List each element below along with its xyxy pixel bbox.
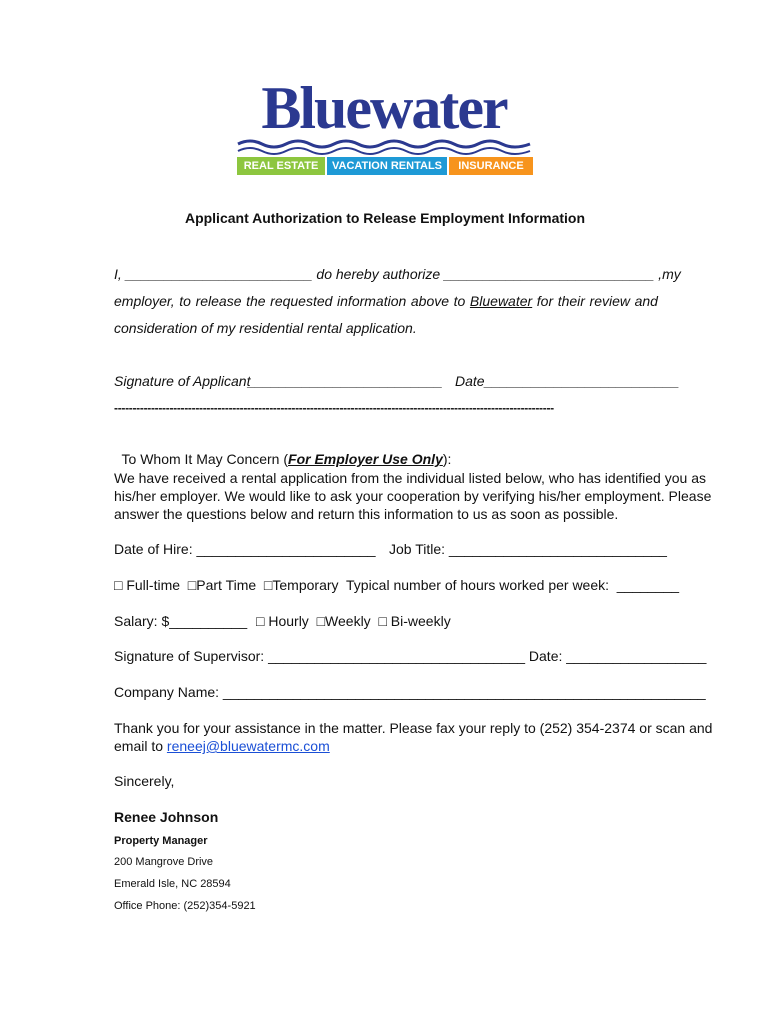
authorization-line-2 [114,293,658,309]
logo-segment-vacation-rentals: VACATION RENTALS [327,157,447,175]
date-of-hire-field[interactable]: Date of Hire: _______________________ [114,541,376,557]
intro-line: his/her employer. We would like to ask your cooperation by verifying his/her employment. Please [114,488,712,504]
closing: Sincerely, [114,773,175,789]
sender-phone: Office Phone: (252)354-5921 [114,900,256,912]
authorization-line-1-text: I, ________________________ do hereby authorize ___________________________ , [114,266,663,282]
applicant-signature-field[interactable]: _________________________ [248,373,443,389]
concern-prefix: To Whom It May Concern ( [121,451,289,467]
thanks-line-1: Thank you for your assistance in the matter. Please fax your reply to (252) 354-2374 or scan and [114,720,713,736]
logo-segment-insurance: INSURANCE [449,157,533,175]
hours-per-week-field[interactable]: Typical number of hours worked per week: ________ [346,577,680,593]
authorization-word: above [410,293,450,309]
concern-suffix: ): [442,451,452,467]
sender-address-line-1: 200 Mangrove Drive [114,856,214,868]
sender-name: Renee Johnson [114,809,219,825]
intro-line: answer the questions below and return this information to us as soon as possible. [114,506,619,522]
bluewater-word: Bluewater [469,293,533,309]
authorization-line-1 [114,266,681,282]
intro-line: We have received a rental application from the individual listed below, who has identified you as [114,470,706,486]
sender-role: Property Manager [114,835,208,847]
email-prefix: email to [114,738,167,754]
employer-use-only: For Employer Use Only [288,451,443,467]
authorization-word: for [536,293,554,309]
email-link[interactable]: reneej@bluewatermc.com [166,738,330,754]
authorization-word: to [453,293,466,309]
authorization-word: to [179,293,191,309]
logo-service-bar [237,157,533,175]
salary-field[interactable]: Salary: $__________ [114,613,248,629]
pay-period-checkboxes[interactable]: □ Hourly □Weekly □ Bi-weekly [256,613,451,629]
thanks-paragraph [114,719,713,755]
job-title-field[interactable]: Job Title: ____________________________ [389,541,667,557]
authorization-word: release [195,293,242,309]
authorization-word: the [246,293,266,309]
logo-segment-real-estate: REAL ESTATE [237,157,325,175]
bluewater-logo-wordmark: Bluewater [261,75,507,141]
document-title: Applicant Authorization to Release Employment Information [184,210,586,226]
employer-intro [114,469,712,523]
authorization-word: and [634,293,658,309]
thanks-line-2 [114,737,659,755]
section-separator: ----------------------------------------------------------------------------------------------------------------------- [114,401,554,415]
sender-address-line-2: Emerald Isle, NC 28594 [114,878,231,890]
employment-type-checkboxes[interactable]: □ Full-time □Part Time □Temporary [114,577,339,593]
supervisor-signature-field[interactable]: Signature of Supervisor: _________________________________ Date: __________________ [114,648,707,664]
applicant-signature-label: Signature of Applicant [114,373,251,389]
authorization-word: requested [270,293,333,309]
authorization-word: information [337,293,407,309]
authorization-line-1-end: my [662,266,681,282]
authorization-word: employer, [114,293,175,309]
concern-heading [114,435,451,467]
authorization-word: review [589,293,631,309]
authorization-line-3: consideration of my residential rental application. [114,320,417,336]
company-name-field[interactable]: Company Name: ______________________________________________________________ [114,684,706,700]
logo-waves-icon [236,136,532,156]
authorization-word: their [557,293,585,309]
applicant-date-field[interactable]: Date_________________________ [455,373,680,389]
